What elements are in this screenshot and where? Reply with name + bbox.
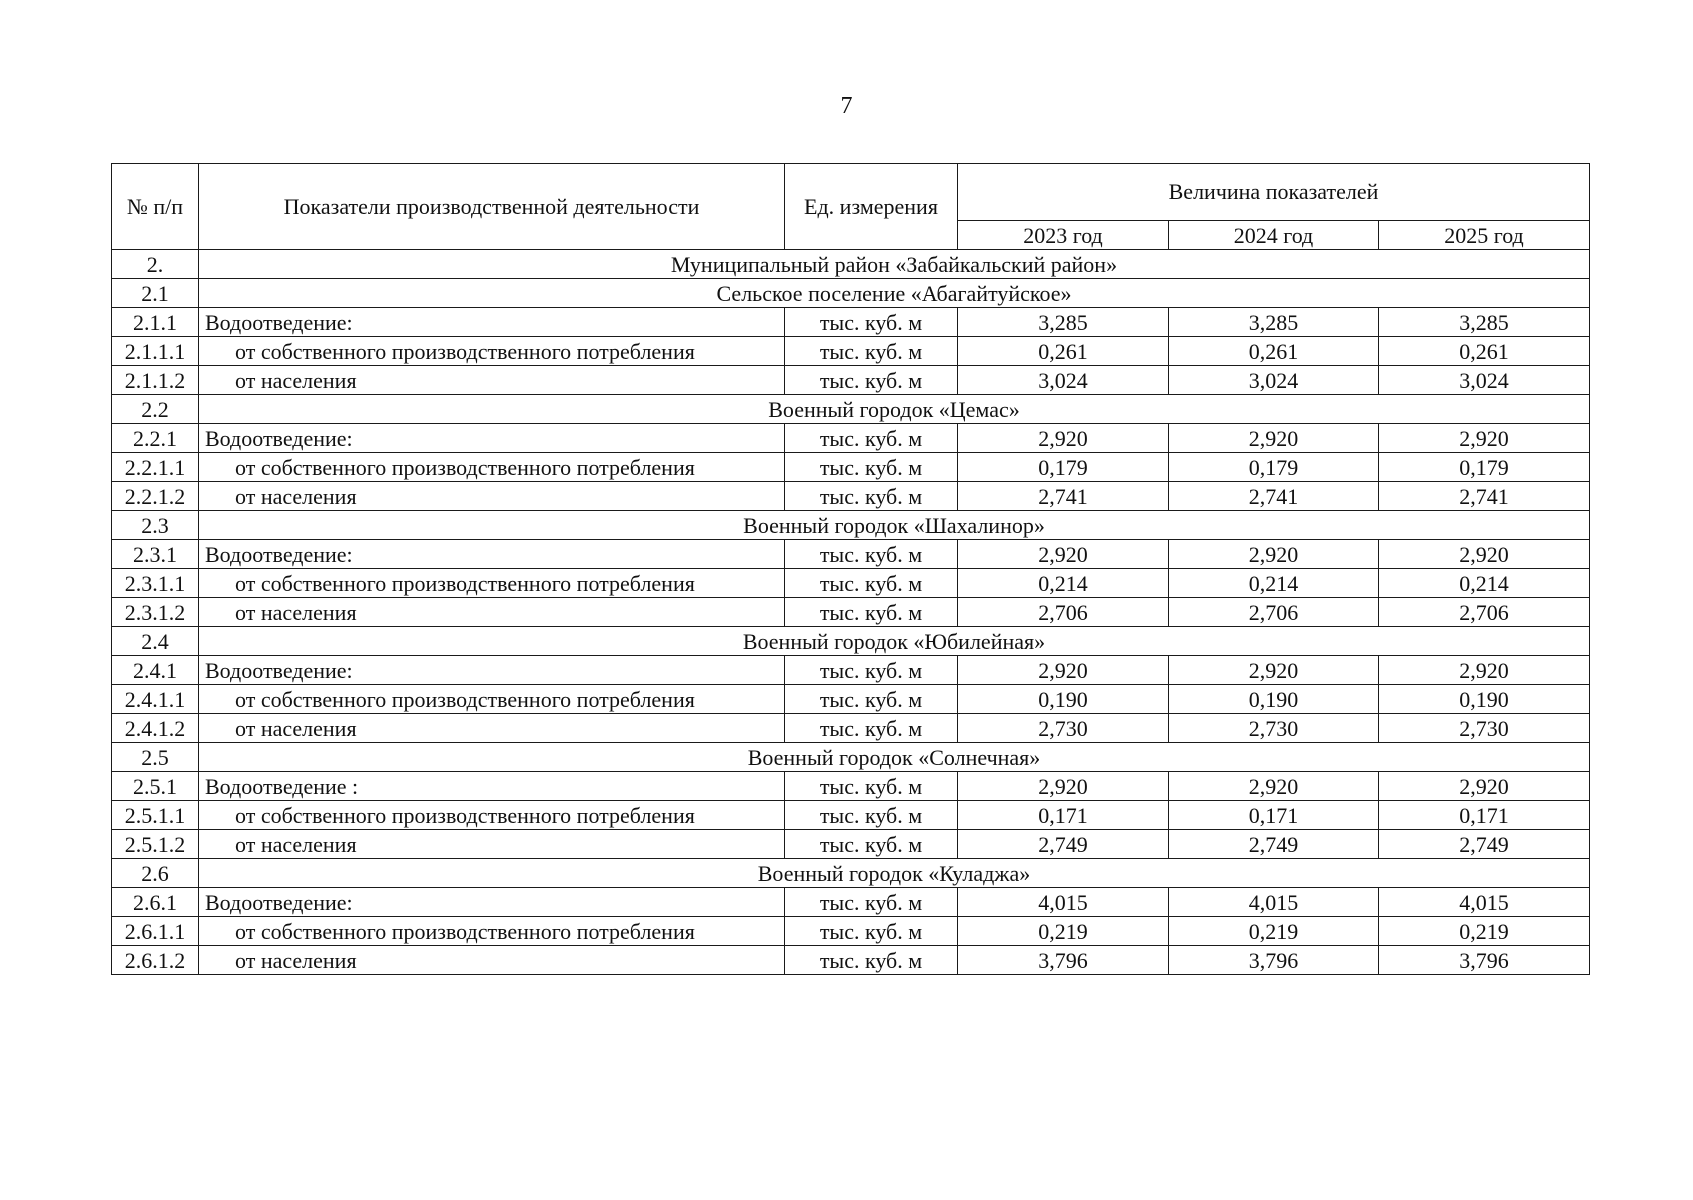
table-row (112, 917, 1590, 946)
unit-cell: тыс. куб. м (785, 888, 958, 917)
table-row (112, 714, 1590, 743)
unit-cell: тыс. куб. м (785, 772, 958, 801)
value-cell: 2,920 (1169, 656, 1379, 685)
section-title: Муниципальный район «Забайкальский район» (199, 250, 1590, 279)
value-cell: 2,920 (1379, 772, 1590, 801)
indicator-name: от собственного производственного потребления (199, 569, 785, 598)
table-row (112, 424, 1590, 453)
table-body (112, 250, 1590, 975)
value-cell: 3,024 (1379, 366, 1590, 395)
value-cell: 2,920 (1379, 540, 1590, 569)
value-cell: 0,190 (1379, 685, 1590, 714)
value-cell: 2,920 (1379, 656, 1590, 685)
row-number: 2.1.1 (112, 308, 199, 337)
header-year-2023: 2023 год (958, 221, 1169, 250)
table-row (112, 801, 1590, 830)
page-number: 7 (840, 93, 853, 119)
value-cell: 3,285 (1379, 308, 1590, 337)
value-cell: 0,179 (1379, 453, 1590, 482)
indicator-name: Водоотведение : (199, 772, 785, 801)
section-row (112, 511, 1590, 540)
table-row (112, 656, 1590, 685)
row-number: 2.4.1.1 (112, 685, 199, 714)
value-cell: 2,706 (958, 598, 1169, 627)
value-cell: 2,920 (1169, 424, 1379, 453)
value-cell: 4,015 (958, 888, 1169, 917)
table-row (112, 308, 1590, 337)
header-indicator: Показатели производственной деятельности (199, 164, 785, 250)
value-cell: 4,015 (1379, 888, 1590, 917)
value-cell: 2,730 (1379, 714, 1590, 743)
indicator-name: Водоотведение: (199, 424, 785, 453)
row-number: 2.6.1.2 (112, 946, 199, 975)
unit-cell: тыс. куб. м (785, 337, 958, 366)
table-row (112, 540, 1590, 569)
row-number: 2.3.1.2 (112, 598, 199, 627)
value-cell: 3,796 (958, 946, 1169, 975)
value-cell: 0,179 (958, 453, 1169, 482)
value-cell: 2,749 (958, 830, 1169, 859)
row-number: 2.4.1 (112, 656, 199, 685)
row-number: 2.5.1.2 (112, 830, 199, 859)
value-cell: 0,190 (958, 685, 1169, 714)
section-row (112, 627, 1590, 656)
value-cell: 0,171 (958, 801, 1169, 830)
indicator-name: от населения (199, 482, 785, 511)
row-number: 2.4 (112, 627, 199, 656)
value-cell: 4,015 (1169, 888, 1379, 917)
table-row (112, 482, 1590, 511)
value-cell: 3,285 (958, 308, 1169, 337)
section-title: Военный городок «Цемас» (199, 395, 1590, 424)
value-cell: 0,261 (1169, 337, 1379, 366)
value-cell: 2,920 (958, 540, 1169, 569)
section-title: Военный городок «Куладжа» (199, 859, 1590, 888)
row-number: 2.1.1.2 (112, 366, 199, 395)
value-cell: 2,920 (1169, 540, 1379, 569)
table-row (112, 337, 1590, 366)
value-cell: 2,730 (958, 714, 1169, 743)
value-cell: 2,730 (1169, 714, 1379, 743)
unit-cell: тыс. куб. м (785, 453, 958, 482)
table-header (112, 164, 1590, 250)
indicator-name: от населения (199, 598, 785, 627)
unit-cell: тыс. куб. м (785, 917, 958, 946)
row-number: 2.3 (112, 511, 199, 540)
indicator-name: от населения (199, 714, 785, 743)
value-cell: 0,261 (958, 337, 1169, 366)
section-row (112, 743, 1590, 772)
table-row (112, 569, 1590, 598)
indicator-name: от населения (199, 830, 785, 859)
value-cell: 2,706 (1379, 598, 1590, 627)
section-title: Военный городок «Юбилейная» (199, 627, 1590, 656)
value-cell: 0,171 (1379, 801, 1590, 830)
indicator-name: Водоотведение: (199, 540, 785, 569)
unit-cell: тыс. куб. м (785, 424, 958, 453)
row-number: 2.3.1.1 (112, 569, 199, 598)
value-cell: 2,741 (958, 482, 1169, 511)
row-number: 2.5 (112, 743, 199, 772)
value-cell: 3,796 (1169, 946, 1379, 975)
value-cell: 3,285 (1169, 308, 1379, 337)
header-year-2024: 2024 год (1169, 221, 1379, 250)
table-row (112, 598, 1590, 627)
indicator-name: от собственного производственного потребления (199, 801, 785, 830)
row-number: 2. (112, 250, 199, 279)
row-number: 2.6 (112, 859, 199, 888)
row-number: 2.2.1 (112, 424, 199, 453)
indicator-name: от населения (199, 946, 785, 975)
header-num: № п/п (112, 164, 199, 250)
indicator-name: Водоотведение: (199, 308, 785, 337)
indicator-name: от собственного производственного потребления (199, 917, 785, 946)
row-number: 2.5.1 (112, 772, 199, 801)
unit-cell: тыс. куб. м (785, 714, 958, 743)
value-cell: 2,749 (1379, 830, 1590, 859)
unit-cell: тыс. куб. м (785, 308, 958, 337)
row-number: 2.2 (112, 395, 199, 424)
unit-cell: тыс. куб. м (785, 366, 958, 395)
indicator-name: от собственного производственного потребления (199, 453, 785, 482)
row-number: 2.2.1.1 (112, 453, 199, 482)
value-cell: 2,920 (958, 772, 1169, 801)
table-row (112, 946, 1590, 975)
indicator-name: Водоотведение: (199, 656, 785, 685)
row-number: 2.4.1.2 (112, 714, 199, 743)
unit-cell: тыс. куб. м (785, 482, 958, 511)
value-cell: 2,920 (1379, 424, 1590, 453)
row-number: 2.2.1.2 (112, 482, 199, 511)
section-row (112, 859, 1590, 888)
value-cell: 0,179 (1169, 453, 1379, 482)
value-cell: 2,920 (958, 424, 1169, 453)
value-cell: 3,796 (1379, 946, 1590, 975)
value-cell: 2,920 (958, 656, 1169, 685)
section-row (112, 279, 1590, 308)
value-cell: 0,190 (1169, 685, 1379, 714)
row-number: 2.3.1 (112, 540, 199, 569)
section-row (112, 250, 1590, 279)
value-cell: 0,214 (1379, 569, 1590, 598)
value-cell: 2,749 (1169, 830, 1379, 859)
value-cell: 3,024 (1169, 366, 1379, 395)
indicator-name: от собственного производственного потребления (199, 685, 785, 714)
unit-cell: тыс. куб. м (785, 946, 958, 975)
value-cell: 0,219 (1169, 917, 1379, 946)
table-row (112, 366, 1590, 395)
row-number: 2.6.1.1 (112, 917, 199, 946)
section-row (112, 395, 1590, 424)
section-title: Военный городок «Шахалинор» (199, 511, 1590, 540)
unit-cell: тыс. куб. м (785, 685, 958, 714)
value-cell: 0,214 (958, 569, 1169, 598)
indicator-name: от населения (199, 366, 785, 395)
unit-cell: тыс. куб. м (785, 830, 958, 859)
value-cell: 0,219 (958, 917, 1169, 946)
unit-cell: тыс. куб. м (785, 598, 958, 627)
indicators-table (111, 163, 1590, 975)
row-number: 2.1.1.1 (112, 337, 199, 366)
table-row (112, 772, 1590, 801)
unit-cell: тыс. куб. м (785, 656, 958, 685)
section-title: Сельское поселение «Абагайтуйское» (199, 279, 1590, 308)
table-row (112, 453, 1590, 482)
value-cell: 2,706 (1169, 598, 1379, 627)
unit-cell: тыс. куб. м (785, 569, 958, 598)
table-row (112, 830, 1590, 859)
header-unit: Ед. измерения (785, 164, 958, 250)
indicator-name: Водоотведение: (199, 888, 785, 917)
value-cell: 2,920 (1169, 772, 1379, 801)
row-number: 2.5.1.1 (112, 801, 199, 830)
row-number: 2.1 (112, 279, 199, 308)
row-number: 2.6.1 (112, 888, 199, 917)
value-cell: 0,219 (1379, 917, 1590, 946)
value-cell: 0,261 (1379, 337, 1590, 366)
value-cell: 3,024 (958, 366, 1169, 395)
value-cell: 2,741 (1379, 482, 1590, 511)
unit-cell: тыс. куб. м (785, 540, 958, 569)
unit-cell: тыс. куб. м (785, 801, 958, 830)
section-title: Военный городок «Солнечная» (199, 743, 1590, 772)
value-cell: 2,741 (1169, 482, 1379, 511)
table-row (112, 685, 1590, 714)
value-cell: 0,214 (1169, 569, 1379, 598)
table-row (112, 888, 1590, 917)
header-values-group: Величина показателей (958, 164, 1590, 221)
value-cell: 0,171 (1169, 801, 1379, 830)
indicator-name: от собственного производственного потребления (199, 337, 785, 366)
header-year-2025: 2025 год (1379, 221, 1590, 250)
